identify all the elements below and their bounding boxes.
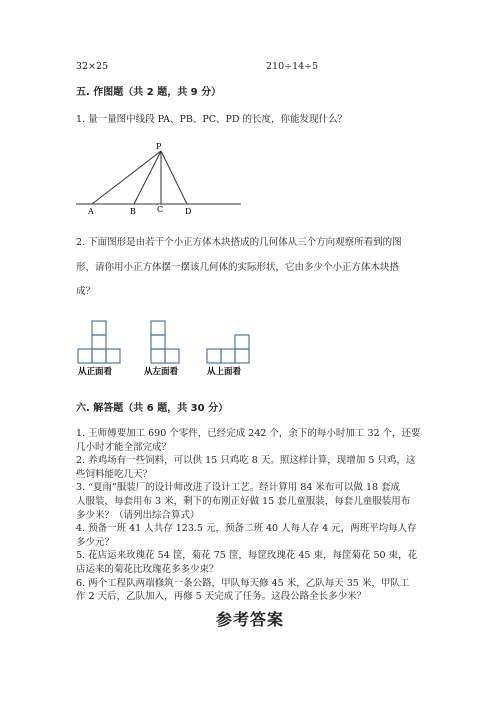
segment-pb (134, 151, 161, 204)
section-6-questions (76, 427, 432, 604)
label-p: P (156, 142, 162, 151)
question-line: 店运来的菊花比玫瑰花多多少束？ (76, 563, 219, 575)
question-line: 1. 王师傅要加工 690 个零件，已经完成 242 个，余下的每小时加工 32 个，还要 (76, 428, 421, 439)
question-line: 4. 预备一班 41 人共存 123.5 元，预备二班 40 人每人存 4 元，两班平均每人存 (76, 523, 417, 535)
question-5-1: 1. 量一量图中线段 PA、PB、PC、PD 的长度，你能发现什么？ (76, 114, 348, 125)
question-line: 多少米？（请列出综合算式） (76, 509, 200, 521)
label-a: A (88, 207, 94, 216)
section-6-title: 六. 解答题（共 6 题，共 30 分） (76, 403, 229, 414)
question-5-2-line: 形，请你用小正方体摆一摆该几何体的实际形状，它由多少个小正方体木块搭 (76, 261, 400, 273)
left-view-label: 从左面看 (144, 367, 179, 377)
front-view (76, 320, 136, 376)
label-d: D (185, 207, 192, 216)
label-c: C (157, 205, 164, 214)
segment-pd (161, 151, 187, 204)
segment-diagram (76, 143, 246, 218)
question-line: 5. 花店运来玫瑰花 54 筐，菊花 75 筐，每筐玫瑰花 45 束，每筐菊花 50 束，花 (76, 550, 418, 562)
front-view-label: 从正面看 (78, 367, 113, 377)
top-view (205, 320, 265, 376)
label-b: B (130, 207, 136, 216)
question-line: 多少元？ (76, 536, 115, 548)
section-5-title: 五. 作图题（共 2 题，共 9 分） (76, 87, 222, 98)
expression-left: 32×25 (76, 61, 109, 72)
expression-right: 210÷14÷5 (266, 61, 319, 72)
question-line: 6. 两个工程队两端修筑一条公路，甲队每天修 45 米，乙队每天 35 米，甲队工 (76, 577, 410, 589)
question-line: 人服装，每套用布 3 米，剩下的布刚正好做 15 套儿童服装，每套儿童服装用布 (76, 495, 411, 507)
question-line: 2. 养鸡场有一些饲料，可以供 15 只鸡吃 8 天。照这样计算，现增加 5 只鸡，这 (76, 455, 416, 467)
segment-pa (92, 151, 161, 204)
left-view (142, 320, 202, 376)
question-line: 些饲料能吃几天？ (76, 468, 153, 480)
answer-heading: 参考答案 (215, 610, 284, 629)
question-line: 3. “夏雨”服装厂的设计师改进了设计工艺。经计算用 84 米布可以做 18 套成 (76, 482, 401, 494)
question-5-2-line: 2. 下面图形是由若干个小正方体木块搭成的几何体从三个方向观察所看到的图 (76, 237, 402, 248)
question-5-2-line: 成？ (76, 286, 96, 297)
question-line: 作 2 天后，乙队加入，再修 5 天完成了任务。这段公路全长多少米？ (76, 591, 367, 603)
question-5-2 (76, 235, 432, 301)
top-view-label: 从上面看 (207, 367, 242, 377)
question-line: 几小时才能全部完成？ (76, 441, 172, 453)
